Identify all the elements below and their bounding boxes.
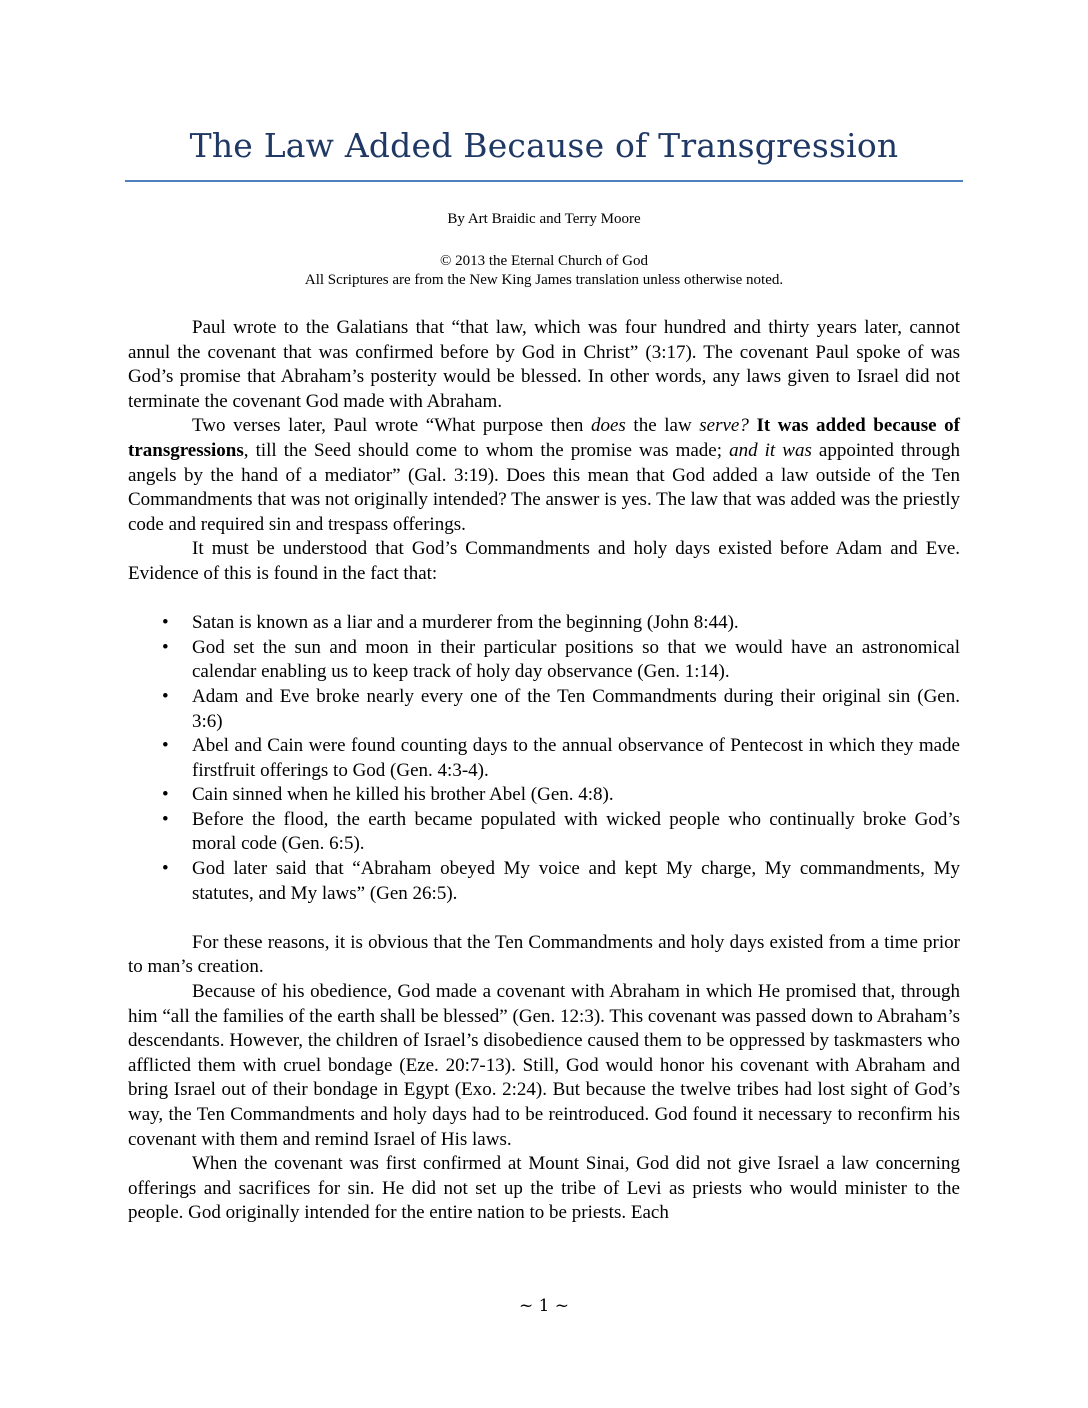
list-item bbox=[162, 636, 960, 685]
evidence-list bbox=[128, 611, 960, 906]
list-item bbox=[162, 734, 960, 783]
title-underline bbox=[125, 180, 963, 182]
paragraph-5: Because of his obedience, God made a covenant with Abraham in which He promised that, through him “all the families of the earth shall be blessed” (Gen. 12:3). This covenant was passed down to Abraham’s descendants. However, the children of Israel’s disobedience caused them to be oppressed by taskmasters who afflicted them with cruel bondage (Eze. 20:7-13). Still, God would honor his covenant with Abraham and bring Israel out of their bondage in Egypt (Exo. 2:24). But because the twelve tribes had lost sight of God’s way, the Ten Commandments and holy days had to be reintroduced. God found it necessary to reconfirm his covenant with them and remind Israel of His laws. bbox=[128, 981, 960, 1150]
list-item-text: Cain sinned when he killed his brother Abel (Gen. 4:8). bbox=[192, 784, 614, 806]
list-item bbox=[162, 783, 960, 808]
paragraph-3: It must be understood that God’s Commandments and holy days existed before Adam and Eve. Evidence of this is found in the fact that: bbox=[128, 538, 960, 584]
list-item bbox=[162, 685, 960, 734]
emphasis-and-it-was: and it was bbox=[729, 439, 812, 461]
list-item-text: Adam and Eve broke nearly every one of the Ten Commandments during their original sin (Gen. 3:6) bbox=[192, 685, 960, 732]
bullet-icon: • bbox=[162, 685, 169, 707]
paragraph-2-text-i: appointed through angels by the hand of a mediator” (Gal. 3:19). Does this mean that God added a law outside of the Ten Commandments that was not originally intended? The answer is yes. The law that was added was the priestly code and required sin and trespass offerings. bbox=[128, 439, 961, 535]
bullet-icon: • bbox=[162, 612, 169, 634]
bullet-icon: • bbox=[162, 808, 169, 830]
list-item-text: Before the flood, the earth became populated with wicked people who continually broke God’s moral code (Gen. 6:5). bbox=[192, 808, 960, 855]
page-number: ~ 1 ~ bbox=[518, 1296, 570, 1316]
emphasis-serve: serve? bbox=[699, 415, 749, 437]
paragraph-1: Paul wrote to the Galatians that “that law, which was four hundred and thirty years later, cannot annul the covenant that was confirmed before by God in Christ” (3:17). The covenant Paul spoke of was God’s promise that Abraham’s posterity would be blessed. In other words, any laws given to Israel did not terminate the covenant God made with Abraham. bbox=[128, 317, 960, 412]
emphasis-does: does bbox=[591, 415, 626, 437]
copyright-line: © 2013 the Eternal Church of God bbox=[439, 253, 648, 269]
paragraph-2-text-c: the law bbox=[625, 415, 700, 437]
paragraph-2 bbox=[128, 414, 960, 537]
list-item bbox=[162, 808, 960, 857]
list-item bbox=[162, 611, 960, 636]
bullet-icon: • bbox=[162, 858, 169, 880]
paragraph-2-text-g: , till the Seed should come to whom the promise was made; bbox=[243, 439, 730, 461]
paragraph-4: For these reasons, it is obvious that the Ten Commandments and holy days existed from a time prior to man’s creation. bbox=[128, 931, 960, 978]
paragraph-2-text-a: Two verses later, Paul wrote “What purpose then bbox=[192, 415, 591, 437]
author-byline: By Art Braidic and Terry Moore bbox=[447, 211, 641, 227]
document-title: The Law Added Because of Transgression bbox=[189, 126, 899, 165]
bullet-icon: • bbox=[162, 784, 169, 806]
list-item bbox=[162, 857, 960, 906]
bold-phrase: It was added because of transgressions bbox=[128, 415, 961, 461]
list-item-text: God set the sun and moon in their particular positions so that we would have an astronomical calendar enabling us to keep track of holy day observance (Gen. 1:14). bbox=[192, 636, 960, 683]
article-body bbox=[128, 316, 960, 1226]
list-item-text: God later said that “Abraham obeyed My voice and kept My charge, My commandments, My statutes, and My laws” (Gen 26:5). bbox=[192, 858, 960, 904]
bullet-icon: • bbox=[162, 636, 169, 658]
paragraph-6: When the covenant was first confirmed at Mount Sinai, God did not give Israel a law concerning offerings and sacrifices for sin. He did not set up the tribe of Levi as priests who would minister to the people. God originally intended for the entire nation to be priests. Each bbox=[128, 1153, 960, 1224]
list-item-text: Satan is known as a liar and a murderer from the beginning (John 8:44). bbox=[192, 612, 739, 634]
scripture-note: All Scriptures are from the New King James translation unless otherwise noted. bbox=[304, 272, 784, 288]
list-item-text: Abel and Cain were found counting days to the annual observance of Pentecost in which they made firstfruit offerings to God (Gen. 4:3-4). bbox=[192, 735, 960, 781]
bullet-icon: • bbox=[162, 735, 169, 757]
